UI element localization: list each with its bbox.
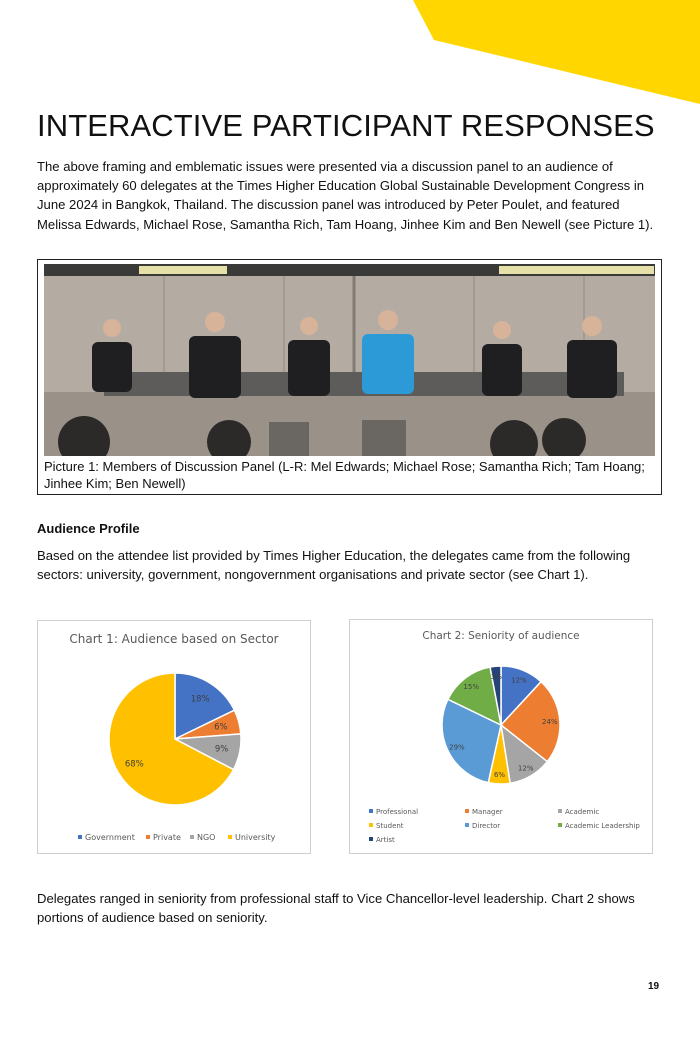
- data-label: 24%: [542, 718, 558, 727]
- legend-swatch: [558, 809, 562, 813]
- chart-title: Chart 2: Seniority of audience: [422, 630, 580, 642]
- panel-photo: [44, 264, 655, 456]
- data-label: 12%: [517, 764, 534, 773]
- chart-1-sector: [37, 620, 311, 854]
- chart-2-seniority: [349, 619, 653, 854]
- legend-swatch: [190, 835, 194, 839]
- legend-label: Director: [472, 822, 501, 830]
- data-label: 29%: [449, 743, 465, 752]
- legend-label: NGO: [197, 833, 216, 842]
- data-label: 15%: [463, 683, 479, 692]
- data-label: 6%: [214, 722, 228, 733]
- data-label: 18%: [190, 694, 210, 705]
- legend-label: Academic: [565, 808, 600, 816]
- intro-paragraph: The above framing and emblematic issues were presented via a discussion panel to an audience of approximately 60 delegates at the Times Higher Education Global Sustainable Development Congress in June 2024 in Bangkok, Thailand. The discussion panel was introduced by Peter Poulet, and featured Melissa Edwards, Michael Rose, Samantha Rich, Tam Hoang, Jinhee Kim and Ben Newell (see Picture 1).: [37, 159, 654, 232]
- legend-swatch: [369, 837, 373, 841]
- data-label: 3%: [490, 673, 502, 682]
- section-heading: Audience Profile: [37, 521, 140, 536]
- legend-swatch: [146, 835, 150, 839]
- legend-swatch: [558, 823, 562, 827]
- data-label: 12%: [511, 676, 527, 685]
- page-number: 19: [648, 981, 660, 992]
- legend-swatch: [369, 809, 373, 813]
- legend-label: University: [235, 833, 276, 842]
- legend-label: Artist: [376, 836, 395, 844]
- legend-label: Manager: [472, 808, 503, 816]
- legend-swatch: [369, 823, 373, 827]
- legend-label: Professional: [376, 808, 419, 816]
- legend-swatch: [78, 835, 82, 839]
- profile-paragraph: Based on the attendee list provided by Times Higher Education, the delegates came from the following sectors: university, government, nongovernment organisations and private sector (see Chart 1).: [37, 548, 631, 583]
- legend-swatch: [228, 835, 232, 839]
- yellow-corner-decoration: [0, 0, 700, 110]
- legend-label: Government: [85, 833, 135, 842]
- data-label: 6%: [493, 770, 506, 779]
- chart-2-svg: [350, 620, 652, 853]
- data-label: 9%: [214, 744, 229, 755]
- legend-label: Student: [376, 822, 404, 830]
- legend-swatch: [465, 823, 469, 827]
- legend-label: Private: [153, 833, 181, 842]
- data-label: 68%: [124, 759, 144, 770]
- picture-caption: Picture 1: Members of Discussion Panel (L-R: Mel Edwards; Michael Rose; Samantha Rich; Tam Hoang; Jinhee Kim; Ben Newell): [44, 459, 645, 491]
- legend-swatch: [465, 809, 469, 813]
- closing-paragraph: Delegates ranged in seniority from professional staff to Vice Chancellor-level leadership. Chart 2 shows portions of audience based on seniority.: [37, 891, 635, 926]
- picture-1-frame: [37, 259, 662, 495]
- legend-label: Academic Leadership: [565, 822, 640, 830]
- page-title: INTERACTIVE PARTICIPANT RESPONSES: [37, 108, 655, 143]
- chart-1-svg: [38, 621, 310, 853]
- chart-title: Chart 1: Audience based on Sector: [69, 632, 279, 646]
